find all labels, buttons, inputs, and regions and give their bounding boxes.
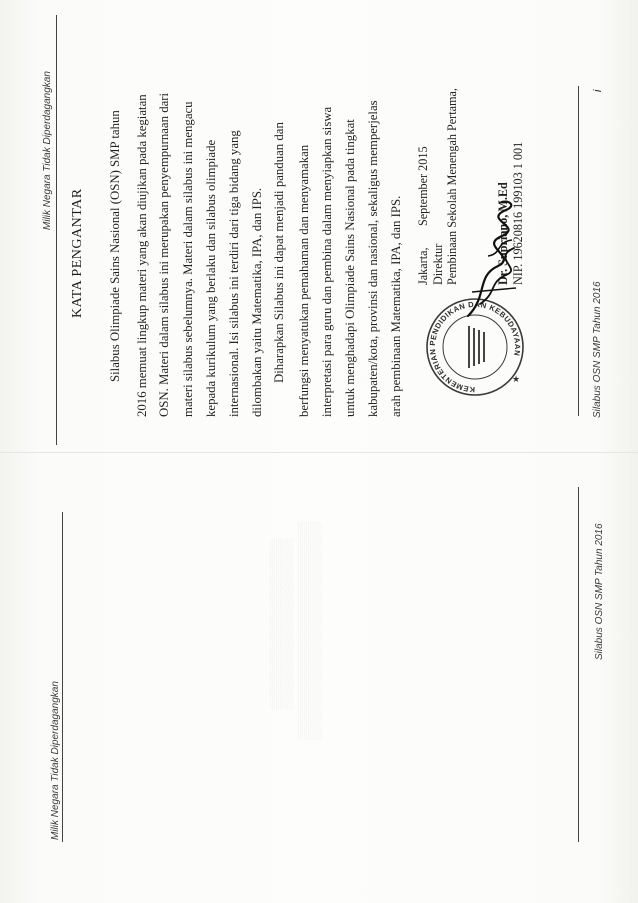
left-header-text: Milik Negara Tidak Diperdagangkan bbox=[50, 681, 61, 840]
page-number: i bbox=[592, 89, 604, 92]
paragraph-line: dilombakan yaitu Matematika, IPA, dan IPS. bbox=[250, 187, 264, 417]
paragraph-line: kepada kurikulum yang berlaku dan silabus olimpiade bbox=[204, 139, 218, 417]
left-footer-rule bbox=[578, 487, 579, 842]
paragraph-line: interpretasi para guru dan pembina dalam menyiapkan siswa bbox=[320, 106, 334, 417]
stamp-ring-text: KEMENTERIAN PENDIDIKAN DAN KEBUDAYAAN bbox=[427, 299, 523, 395]
paragraph-line: internasional. Isi silabus ini terdiri dari tiga bidang yang bbox=[227, 130, 241, 417]
header-text: Milik Negara Tidak Diperdagangkan bbox=[42, 71, 53, 230]
left-footer-text: Silabus OSN SMP Tahun 2016 bbox=[594, 523, 605, 660]
signature-date: September 2015 bbox=[416, 146, 430, 226]
paragraph-line: OSN. Materi dalam silabus ini merupakan penyempurnaan dari bbox=[157, 92, 171, 417]
page-title: KATA PENGANTAR bbox=[70, 188, 85, 318]
paragraph-line: Silabus Olimpiade Sains Nasional (OSN) SMP tahun bbox=[108, 110, 122, 382]
page-fold bbox=[0, 452, 638, 453]
signature-unit: Pembinaan Sekolah Menengah Pertama, bbox=[445, 88, 459, 285]
svg-text:★: ★ bbox=[512, 374, 521, 384]
footer-rule bbox=[578, 86, 579, 416]
bleed-through-text: ▒▒▒▒▒▒▒▒▒▒▒ bbox=[268, 538, 293, 710]
signature-name: Dr. Supriano, M.Ed bbox=[496, 182, 510, 285]
footer-text: Silabus OSN SMP Tahun 2016 bbox=[592, 281, 603, 418]
signature-role: Direktur bbox=[431, 243, 445, 285]
paragraph-line: kabupaten/kota, provinsi dan nasional, sekaligus memperjelas bbox=[366, 100, 380, 417]
signature-nip: NIP. 19620816 199103 1 001 bbox=[511, 141, 525, 285]
paragraph-line: arah pembinaan Matematika, IPA, dan IPS. bbox=[389, 195, 403, 417]
paragraph-line: untuk menghadapi Olimpiade Sains Nasional pada tingkat bbox=[343, 119, 357, 417]
header-rule bbox=[56, 15, 57, 445]
paragraph-line: berfungsi menyatukan pemahaman dan menyamakan bbox=[297, 144, 311, 417]
signature-place: Jakarta, bbox=[416, 247, 430, 285]
left-header-rule bbox=[62, 512, 63, 842]
paragraph-line: Diharapkan Silabus ini dapat menjadi panduan dan bbox=[272, 122, 286, 383]
bleed-through-text: ▒▒▒▒▒▒▒▒▒▒▒▒▒▒ bbox=[296, 521, 321, 740]
paragraph-line: 2016 memuat lingkup materi yang akan diujikan pada kegiatan bbox=[135, 94, 149, 417]
paragraph-line: materi silabus sebelumnya. Materi dalam silabus ini mengacu bbox=[181, 101, 195, 417]
handwritten-signature bbox=[458, 196, 530, 324]
